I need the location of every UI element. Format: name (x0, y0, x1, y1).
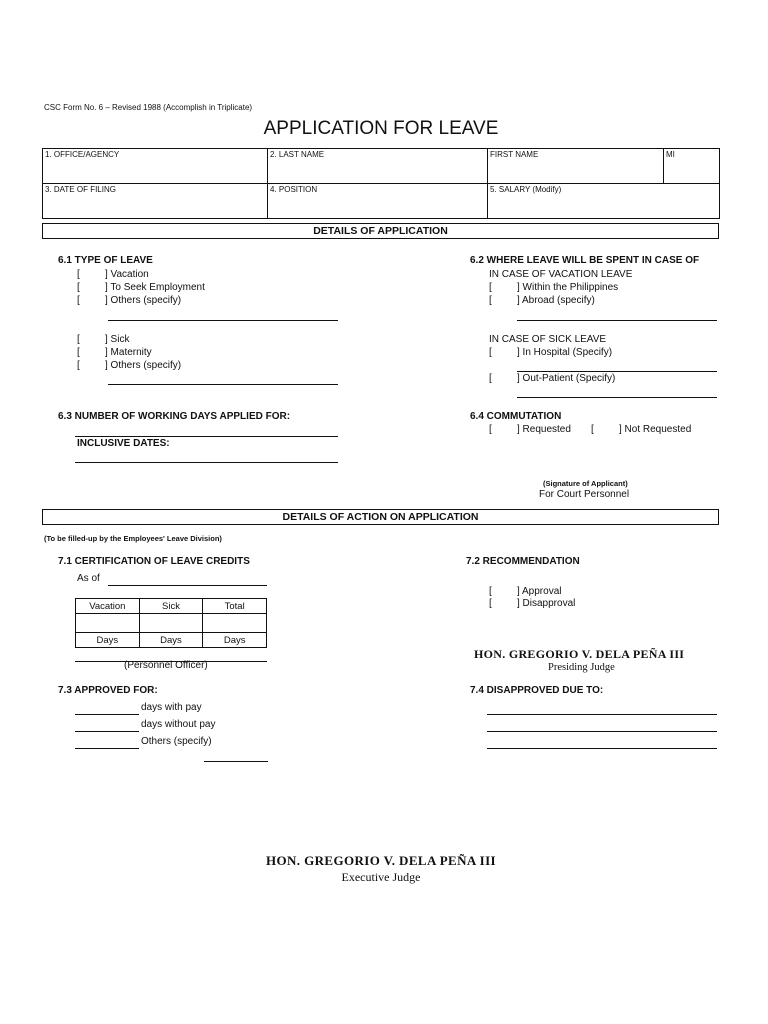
others-line-2[interactable] (108, 384, 338, 385)
office-label: 1. OFFICE/AGENCY (45, 150, 120, 159)
inclusive-dates-label: INCLUSIVE DATES: (77, 438, 170, 449)
inclusive-dates-line[interactable] (75, 462, 338, 463)
court-personnel-label: For Court Personnel (539, 489, 630, 500)
where-spent-heading: 6.2 WHERE LEAVE WILL BE SPENT IN CASE OF (470, 255, 700, 266)
total-value-cell[interactable] (203, 614, 267, 633)
abroad-label: ] Abroad (specify) (517, 295, 595, 306)
sick-case-label: IN CASE OF SICK LEAVE (489, 334, 607, 345)
maternity-option[interactable]: [ ] Maternity (77, 347, 152, 358)
office-field[interactable] (43, 149, 268, 184)
vacation-value-cell[interactable] (76, 614, 140, 633)
vacation-option[interactable]: [ ] Vacation (77, 269, 149, 280)
presiding-judge-name: HON. GREGORIO V. DELA PEÑA III (474, 647, 685, 661)
date-filing-label: 3. DATE OF FILING (45, 185, 116, 194)
leave-credits-table (75, 598, 267, 648)
sick-col-header: Sick (139, 599, 203, 614)
total-col-header: Total (203, 599, 267, 614)
others-option-2[interactable]: [ ] Others (specify) (77, 360, 182, 371)
others-specify-line[interactable] (204, 761, 268, 762)
type-of-leave-heading: 6.1 TYPE OF LEAVE (58, 255, 153, 266)
salary-field[interactable] (488, 184, 720, 219)
outpatient-option[interactable]: [ ] Out-Patient (Specify) (489, 373, 616, 384)
commutation-heading: 6.4 COMMUTATION (470, 411, 562, 422)
details-action-bar: DETAILS OF ACTION ON APPLICATION (42, 509, 719, 525)
hospital-line[interactable] (517, 371, 717, 372)
disapproval-option[interactable]: [ ] Disapproval (489, 598, 576, 609)
date-filing-field[interactable] (43, 184, 268, 219)
hospital-label: ] In Hospital (Specify) (517, 347, 613, 358)
executive-judge-name: HON. GREGORIO V. DELA PEÑA III (265, 853, 497, 868)
leave-division-note: (To be filled-up by the Employees' Leave Division) (44, 534, 222, 543)
outpatient-line[interactable] (517, 397, 717, 398)
others-approved-label: Others (specify) (141, 736, 212, 747)
disapproved-heading: 7.4 DISAPPROVED DUE TO: (470, 685, 604, 696)
approval-option[interactable]: [ ] Approval (489, 586, 562, 597)
others-line-1[interactable] (108, 320, 338, 321)
abroad-line[interactable] (517, 320, 717, 321)
vacation-col-header: Vacation (76, 599, 140, 614)
personnel-officer-label: (Personnel Officer) (124, 660, 208, 671)
mi-label: MI (666, 150, 675, 159)
sick-option[interactable]: [ ] Sick (77, 334, 130, 345)
with-pay-label: days with pay (141, 702, 202, 713)
within-philippines-label: ] Within the Philippines (517, 282, 619, 293)
last-name-label: 2. LAST NAME (270, 150, 325, 159)
requested-option[interactable]: [ ] Requested (489, 424, 571, 435)
first-name-field[interactable] (488, 149, 664, 184)
position-field[interactable] (268, 184, 488, 219)
first-name-label: FIRST NAME (490, 150, 539, 159)
within-philippines-option[interactable]: [ ] Within the Philippines (489, 282, 619, 293)
certification-heading: 7.1 CERTIFICATION OF LEAVE CREDITS (58, 556, 250, 567)
others-approved-line[interactable] (75, 748, 139, 749)
approval-label: ] Approval (517, 586, 562, 597)
others-option-1[interactable]: [ ] Others (specify) (77, 295, 182, 306)
total-unit: Days (203, 633, 267, 648)
position-label: 4. POSITION (270, 185, 318, 194)
vacation-label: ] Vacation (105, 269, 149, 280)
hospital-option[interactable]: [ ] In Hospital (Specify) (489, 347, 613, 358)
form-id: CSC Form No. 6 – Revised 1988 (Accomplish in Triplicate) (44, 103, 253, 112)
page-title: APPLICATION FOR LEAVE (263, 118, 499, 139)
header-fields-table (42, 148, 720, 219)
others-label-1: ] Others (specify) (105, 295, 182, 306)
disapproved-line-2[interactable] (487, 731, 717, 732)
last-name-field[interactable] (268, 149, 488, 184)
seek-employment-label: ] To Seek Employment (105, 282, 205, 293)
mi-field[interactable] (664, 149, 720, 184)
working-days-line[interactable] (75, 436, 338, 437)
without-pay-line[interactable] (75, 731, 139, 732)
without-pay-label: days without pay (141, 719, 216, 730)
requested-label: ] Requested (517, 424, 571, 435)
as-of-line[interactable] (108, 585, 267, 586)
disapproval-label: ] Disapproval (517, 598, 576, 609)
signature-applicant-label: (Signature of Applicant) (543, 479, 628, 488)
disapproved-line-3[interactable] (487, 748, 717, 749)
abroad-option[interactable]: [ ] Abroad (specify) (489, 295, 595, 306)
recommendation-heading: 7.2 RECOMMENDATION (466, 556, 580, 567)
presiding-judge-role: Presiding Judge (548, 662, 615, 673)
seek-employment-option[interactable]: [ ] To Seek Employment (77, 282, 205, 293)
vacation-case-label: IN CASE OF VACATION LEAVE (489, 269, 633, 280)
with-pay-line[interactable] (75, 714, 139, 715)
vacation-unit: Days (76, 633, 140, 648)
sick-value-cell[interactable] (139, 614, 203, 633)
salary-label: 5. SALARY (Modify) (490, 185, 562, 194)
disapproved-line-1[interactable] (487, 714, 717, 715)
sick-unit: Days (139, 633, 203, 648)
maternity-label: ] Maternity (105, 347, 152, 358)
others-label-2: ] Others (specify) (105, 360, 182, 371)
outpatient-label: ] Out-Patient (Specify) (517, 373, 616, 384)
executive-judge-role: Executive Judge (341, 870, 421, 884)
sick-label: ] Sick (105, 334, 130, 345)
as-of-label: As of (77, 573, 100, 584)
details-application-bar: DETAILS OF APPLICATION (42, 223, 719, 239)
working-days-heading: 6.3 NUMBER OF WORKING DAYS APPLIED FOR: (58, 411, 291, 422)
not-requested-option[interactable]: [ ] Not Requested (591, 424, 692, 435)
not-requested-label: ] Not Requested (619, 424, 692, 435)
approved-for-heading: 7.3 APPROVED FOR: (58, 685, 158, 696)
